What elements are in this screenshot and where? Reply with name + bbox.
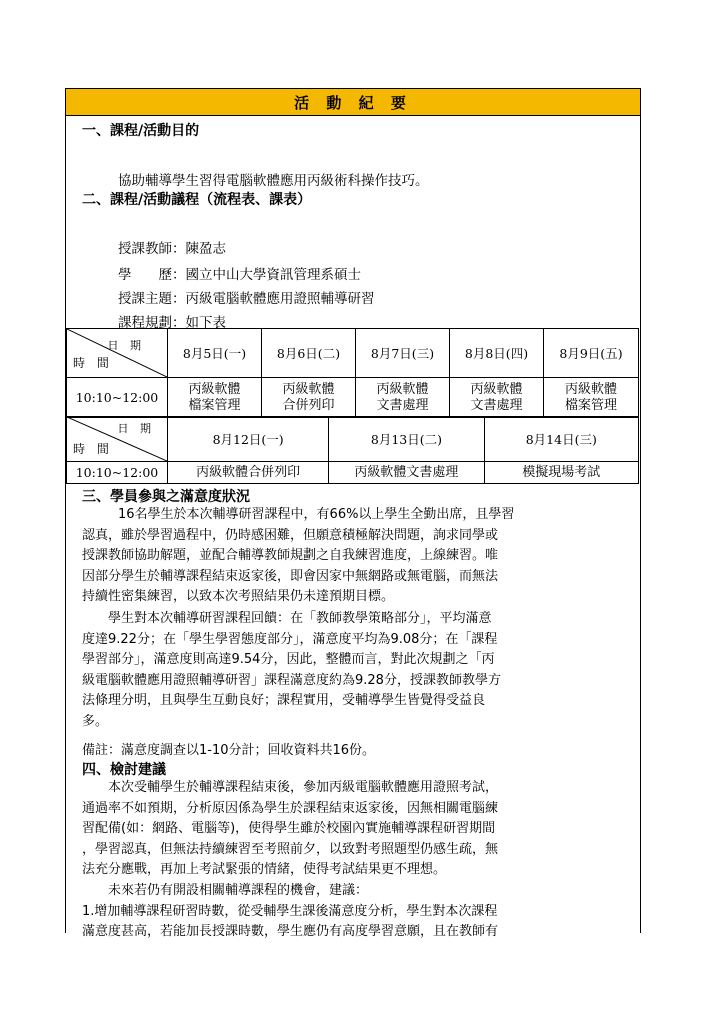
- activity-record-frame: [65, 88, 641, 939]
- course-line: 文書處理: [376, 397, 429, 413]
- paragraph-line: 未來若仍有開設相關輔導課程的機會，建議：: [108, 883, 369, 898]
- teacher-row: [118, 237, 226, 257]
- header-time-label: 時 間: [73, 356, 113, 370]
- paragraph-line: 習配備(如：網路、電腦等)，使得學生雖於校園內實施輔導課程研習期間: [82, 821, 496, 836]
- paragraph-line: 持續性密集練習，以致本次考照結果仍未達預期目標。: [82, 589, 395, 604]
- satisfaction-note: 備註：滿意度調查以1-10分計；回收資料共16份。: [82, 743, 376, 758]
- course-cell: [544, 378, 639, 418]
- teacher-name: 陳盈志: [185, 241, 226, 257]
- education-value: 國立中山大學資訊管理系碩士: [185, 267, 361, 283]
- date-cell: 8月5日(一): [168, 329, 262, 378]
- course-cell: 丙級軟體合併列印: [168, 462, 329, 484]
- plan-label: 課程規劃：: [118, 315, 186, 331]
- page-title: 活 動 紀 要: [66, 89, 640, 116]
- paragraph-line: 法充分應戰，再加上考試緊張的情緒，使得考試結果更不理想。: [82, 862, 447, 877]
- course-line: 丙級軟體: [376, 381, 429, 397]
- section4-heading: 四、檢討建議: [82, 762, 166, 778]
- education-label: 學 歷：: [118, 267, 186, 283]
- paragraph-line: 學習部分」，滿意度則高達9.54分，因此，整體而言，對此次規劃之「丙: [82, 652, 495, 667]
- schedule-table-week2: [66, 416, 639, 484]
- review-paragraph-1: [82, 778, 626, 881]
- section1-heading: 一、課程/活動目的: [82, 123, 200, 139]
- paragraph-line: 學生對本次輔導研習課程回饋：在「教師教學策略部分」，平均滿意: [108, 611, 492, 626]
- paragraph-line: 16名學生於本次輔導研習課程中，有66%以上學生全勤出席，且學習: [118, 507, 515, 522]
- course-cell: [356, 378, 450, 418]
- paragraph-line: 本次受輔學生於輔導課程結束後，參加丙級電腦軟體應用證照考試，: [108, 780, 499, 795]
- topic-value: 丙級電腦軟體應用證照輔導研習: [185, 291, 375, 307]
- paragraph-line: 授課教師協助解題，並配合輔導教師規劃之自我練習進度，上線練習。唯: [82, 548, 499, 563]
- paragraph-line: 滿意度甚高，若能加長授課時數，學生應仍有高度學習意願，且在教師有: [82, 924, 499, 939]
- paragraph-line: 因部分學生於輔導課程結束返家後，即會因家中無網路或無電腦，而無法: [82, 568, 499, 584]
- header-date-label: 日 期: [117, 422, 155, 435]
- paragraph-line: 度達9.22分；在「學生學習態度部分」，滿意度平均為9.08分；在「課程: [82, 631, 498, 647]
- course-cell: [450, 378, 544, 418]
- education-row: [118, 263, 361, 283]
- satisfaction-paragraph-2: [82, 609, 626, 732]
- teacher-label: 授課教師：: [118, 241, 186, 257]
- paragraph-line: ，學習認真，但無法持續練習至考照前夕，以致對考照題型仍感生疏，無: [82, 841, 499, 857]
- schedule-header-cell: [67, 329, 168, 378]
- paragraph-line: 多。: [82, 713, 109, 729]
- paragraph-line: 級電腦軟體應用證照輔導研習」課程滿意度約為9.28分，授課教師教學方: [82, 672, 501, 688]
- course-cell: 丙級軟體文書處理: [329, 462, 484, 484]
- course-line: 文書處理: [470, 397, 523, 413]
- course-cell: 模擬現場考試: [484, 462, 638, 484]
- header-time-label: 時 間: [73, 442, 113, 456]
- course-line: 檔案管理: [188, 397, 241, 413]
- date-cell: 8月13日(二): [329, 417, 484, 462]
- satisfaction-paragraph-1: [82, 505, 626, 608]
- schedule-table-week1: [66, 328, 639, 418]
- review-paragraph-2: [82, 881, 626, 943]
- plan-value: 如下表: [185, 315, 226, 331]
- paragraph-line: 法條理分明，且與學生互動良好；課程實用，受輔導學生皆覺得受益良: [82, 693, 486, 708]
- date-cell: 8月9日(五): [544, 329, 639, 378]
- course-cell: [168, 378, 262, 418]
- date-cell: 8月6日(二): [262, 329, 356, 378]
- section1-text: 協助輔導學生習得電腦軟體應用丙級術科操作技巧。: [118, 173, 429, 189]
- topic-label: 授課主題：: [118, 291, 186, 307]
- paragraph-line: 認真，雖於學習過程中，仍時感困難，但願意積極解決問題，詢求同學或: [82, 527, 499, 543]
- course-line: 丙級軟體: [188, 381, 241, 397]
- date-cell: 8月12日(一): [168, 417, 329, 462]
- section3-heading: 三、學員參與之滿意度狀況: [82, 489, 250, 505]
- course-line: 丙級軟體: [564, 381, 617, 397]
- date-cell: 8月7日(三): [356, 329, 450, 378]
- schedule-header-cell: [67, 417, 168, 462]
- date-cell: 8月14日(三): [484, 417, 638, 462]
- paragraph-line: 1.增加輔導課程研習時數，從受輔學生課後滿意度分析，學生對本次課程: [82, 903, 498, 919]
- section2-heading: 二、課程/活動議程（流程表、課表）: [82, 192, 312, 208]
- paragraph-line: 通過率不如預期，分析原因係為學生於課程結束返家後，因無相關電腦練: [82, 800, 499, 816]
- time-cell: 10:10~12:00: [67, 378, 168, 418]
- time-cell: 10:10~12:00: [67, 462, 168, 484]
- header-date-label: 日 期: [107, 339, 145, 352]
- course-line: 合併列印: [282, 397, 335, 413]
- course-cell: [262, 378, 356, 418]
- course-line: 丙級軟體: [282, 381, 335, 397]
- topic-row: [118, 287, 375, 307]
- course-line: 丙級軟體: [470, 381, 523, 397]
- date-cell: 8月8日(四): [450, 329, 544, 378]
- course-line: 檔案管理: [564, 397, 617, 413]
